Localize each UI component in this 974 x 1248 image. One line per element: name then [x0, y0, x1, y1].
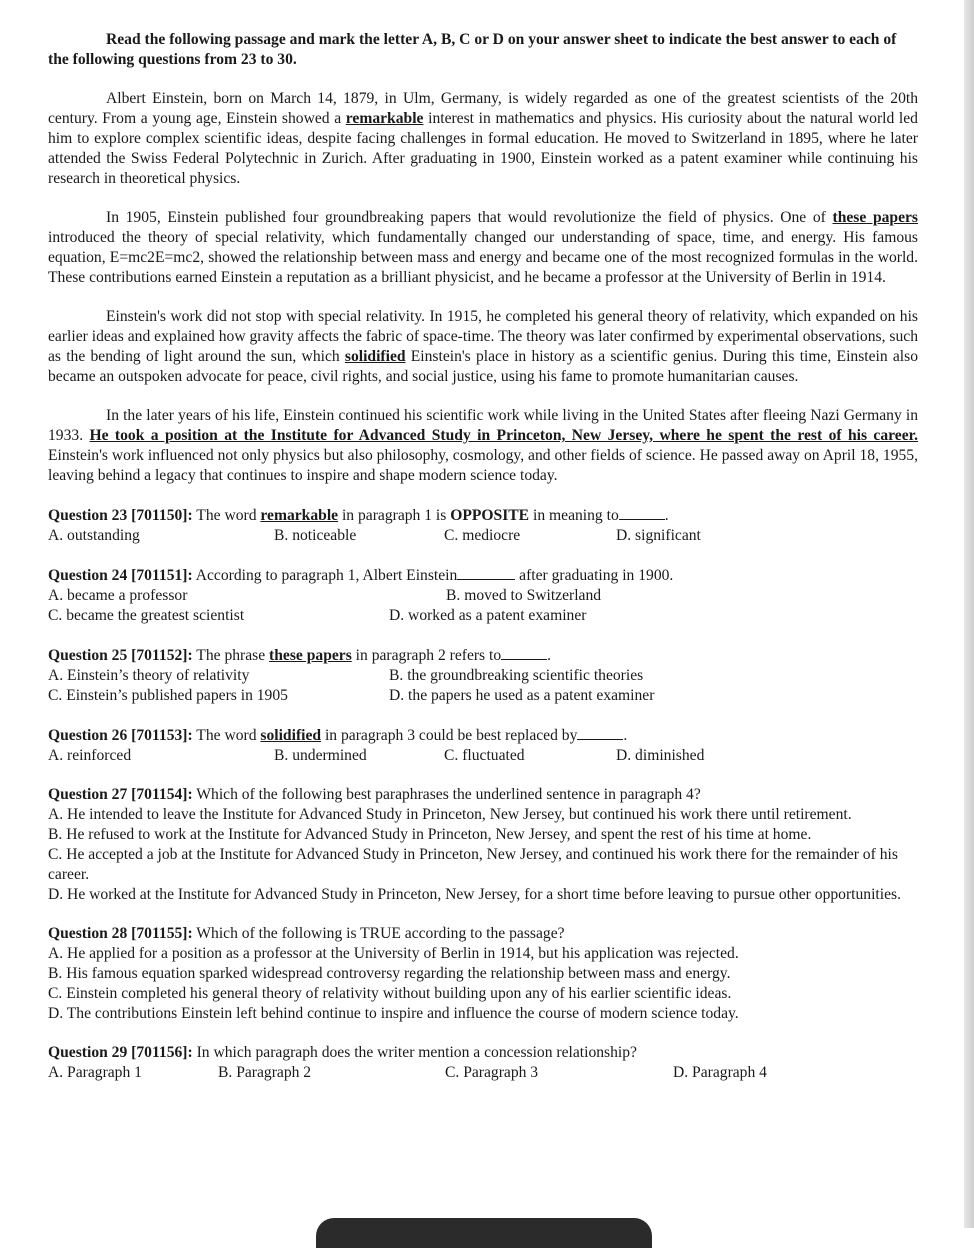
- underlined-word: solidified: [260, 727, 322, 744]
- option-b[interactable]: B. noticeable: [274, 527, 357, 544]
- stem-text: According to paragraph 1, Albert Einstein: [192, 567, 458, 584]
- stem-text: in paragraph 2 refers to: [351, 647, 502, 664]
- option-b[interactable]: B. the groundbreaking scientific theories: [389, 667, 644, 684]
- stem-text: in meaning to: [529, 507, 619, 524]
- options-row: [48, 746, 918, 766]
- question-23: [48, 505, 918, 546]
- answer-blank: [577, 725, 623, 740]
- stem-text: In which paragraph does the writer mention a concession relationship?: [192, 1044, 637, 1061]
- stem-text: The word: [192, 507, 261, 524]
- options-row: [48, 686, 918, 706]
- paragraph-4: [48, 406, 918, 486]
- question-label: Question 24 [701151]:: [48, 567, 193, 584]
- option-b[interactable]: B. He refused to work at the Institute for Advanced Study in Princeton, New Jersey, and spent the rest of his time at home.: [48, 826, 812, 843]
- paragraph-2: [48, 208, 918, 288]
- options-row: [48, 586, 918, 606]
- stem-text: .: [623, 727, 628, 744]
- options-row: [48, 606, 918, 626]
- option-a[interactable]: A. became a professor: [48, 587, 188, 604]
- document-content: [48, 30, 918, 1102]
- options-row: [48, 1063, 918, 1083]
- stem-text: .: [664, 507, 669, 524]
- question-24: [48, 565, 918, 626]
- underlined-phrase: these papers: [269, 647, 352, 664]
- answer-blank: [457, 565, 515, 580]
- question-label: Question 27 [701154]:: [48, 786, 193, 803]
- option-d[interactable]: D. The contributions Einstein left behind continue to inspire and influence the course of modern science today.: [48, 1005, 739, 1022]
- option-a[interactable]: A. reinforced: [48, 747, 132, 764]
- option-d[interactable]: D. the papers he used as a patent examiner: [389, 687, 655, 704]
- option-b[interactable]: B. His famous equation sparked widespread controversy regarding the relationship between mass and energy.: [48, 965, 731, 982]
- question-stem: [48, 725, 918, 746]
- option-d[interactable]: D. significant: [616, 527, 701, 544]
- emphasis-word: OPPOSITE: [450, 507, 530, 524]
- question-stem: [48, 505, 918, 526]
- option-c[interactable]: C. Einstein’s published papers in 1905: [48, 687, 288, 704]
- question-29: [48, 1043, 918, 1083]
- stem-text: after graduating in 1900.: [515, 567, 674, 584]
- underlined-phrase: these papers: [832, 209, 918, 226]
- option-a[interactable]: A. Einstein’s theory of relativity: [48, 667, 250, 684]
- question-25: [48, 645, 918, 706]
- stem-text: .: [547, 647, 552, 664]
- stem-text: The word: [192, 727, 261, 744]
- option-b[interactable]: B. undermined: [274, 747, 367, 764]
- option-a[interactable]: A. outstanding: [48, 527, 140, 544]
- option-b[interactable]: B. Paragraph 2: [218, 1064, 312, 1081]
- question-26: [48, 725, 918, 766]
- options-row: [48, 526, 918, 546]
- option-c[interactable]: C. He accepted a job at the Institute for Advanced Study in Princeton, New Jersey, and continued his work there for the remainder of his career.: [48, 846, 898, 883]
- paragraph-text: Einstein's work did not stop with special relativity. In 1915, he completed his general theory of relativity, which expanded on his earlier ideas and explained how gravity affects the fabric of space-time. The theory was later confirmed by experimental observations, such as the bending of light around the sun, which: [48, 308, 918, 365]
- option-a[interactable]: A. Paragraph 1: [48, 1064, 142, 1081]
- question-27: [48, 785, 918, 905]
- question-label: Question 26 [701153]:: [48, 727, 193, 744]
- stem-text: in paragraph 3 could be best replaced by: [321, 727, 578, 744]
- question-stem: [48, 565, 918, 586]
- option-c[interactable]: C. Einstein completed his general theory of relativity without building upon any of his earlier scientific ideas.: [48, 985, 732, 1002]
- underlined-word: remarkable: [345, 110, 424, 127]
- paragraph-text: In 1905, Einstein published four groundbreaking papers that would revolutionize the field of physics. One of: [106, 209, 833, 226]
- option-d[interactable]: D. Paragraph 4: [673, 1064, 767, 1081]
- question-label: Question 23 [701150]:: [48, 507, 193, 524]
- paragraph-3: [48, 307, 918, 387]
- paragraph-text: Einstein's work influenced not only physics but also philosophy, cosmology, and other fields of science. He passed away on April 18, 1955, leaving behind a legacy that continues to inspire and shape modern science today.: [48, 447, 918, 484]
- bottom-overlay-bar: [316, 1218, 652, 1248]
- option-d[interactable]: D. He worked at the Institute for Advanced Study in Princeton, New Jersey, for a short time before leaving to pursue other opportunities.: [48, 886, 901, 903]
- question-28: [48, 924, 918, 1024]
- question-stem: [48, 645, 918, 666]
- paragraph-text: In the later years of his life, Einstein continued his scientific work while living in the United States after fleeing Nazi Germany in 1933.: [48, 407, 918, 444]
- option-c[interactable]: C. mediocre: [444, 527, 521, 544]
- underlined-sentence: He took a position at the Institute for Advanced Study in Princeton, New Jersey, where he spent the rest of his career.: [89, 427, 919, 444]
- underlined-word: remarkable: [260, 507, 339, 524]
- paragraph-text: interest in mathematics and physics. His curiosity about the natural world led him to explore complex scientific ideas, despite facing challenges in formal education. He moved to Switzerland in 1895, where he later attended the Swiss Federal Polytechnic in Zurich. After graduating in 1900, Einstein worked as a patent examiner while continuing his research in theoretical physics.: [48, 110, 918, 187]
- paragraph-text: Albert Einstein, born on March 14, 1879, in Ulm, Germany, is widely regarded as one of the greatest scientists of the 20th century. From a young age, Einstein showed a: [48, 90, 918, 127]
- instruction: Read the following passage and mark the letter A, B, C or D on your answer sheet to indicate the best answer to each of the following questions from 23 to 30.: [48, 31, 897, 68]
- option-d[interactable]: D. worked as a patent examiner: [389, 607, 587, 624]
- paragraph-text: Einstein's place in history as a scientific genius. During this time, Einstein also became an outspoken advocate for peace, civil rights, and social justice, using his fame to promote humanitarian causes.: [48, 348, 918, 385]
- paragraph-text: introduced the theory of special relativity, which fundamentally changed our understanding of space, time, and energy. His famous equation, E=mc2E=mc2, showed the relationship between mass and energy and became one of the most recognized formulas in the world. These contributions earned Einstein a reputation as a brilliant physicist, and he became a professor at the University of Berlin in 1914.: [48, 229, 918, 286]
- answer-blank: [501, 645, 547, 660]
- stem-text: in paragraph 1 is: [338, 507, 451, 524]
- stem-text: Which of the following is TRUE according to the passage?: [192, 925, 565, 942]
- option-d[interactable]: D. diminished: [616, 747, 705, 764]
- answer-blank: [619, 505, 665, 520]
- option-c[interactable]: C. became the greatest scientist: [48, 607, 245, 624]
- option-a[interactable]: A. He applied for a position as a professor at the University of Berlin in 1914, but his application was rejected.: [48, 945, 739, 962]
- question-stem: [48, 1043, 918, 1063]
- option-b[interactable]: B. moved to Switzerland: [446, 587, 602, 604]
- option-a[interactable]: A. He intended to leave the Institute for Advanced Study in Princeton, New Jersey, but continued his work there until retirement.: [48, 806, 852, 823]
- question-stem: [48, 924, 918, 944]
- stem-text: Which of the following best paraphrases the underlined sentence in paragraph 4?: [192, 786, 701, 803]
- underlined-word: solidified: [344, 348, 406, 365]
- stem-text: The phrase: [192, 647, 270, 664]
- option-c[interactable]: C. Paragraph 3: [445, 1064, 539, 1081]
- option-c[interactable]: C. fluctuated: [444, 747, 525, 764]
- question-label: Question 29 [701156]:: [48, 1044, 193, 1061]
- question-label: Question 28 [701155]:: [48, 925, 193, 942]
- question-stem: [48, 785, 918, 805]
- paragraph-1: [48, 89, 918, 189]
- page-edge: [964, 0, 974, 1228]
- options-row: [48, 666, 918, 686]
- question-label: Question 25 [701152]:: [48, 647, 193, 664]
